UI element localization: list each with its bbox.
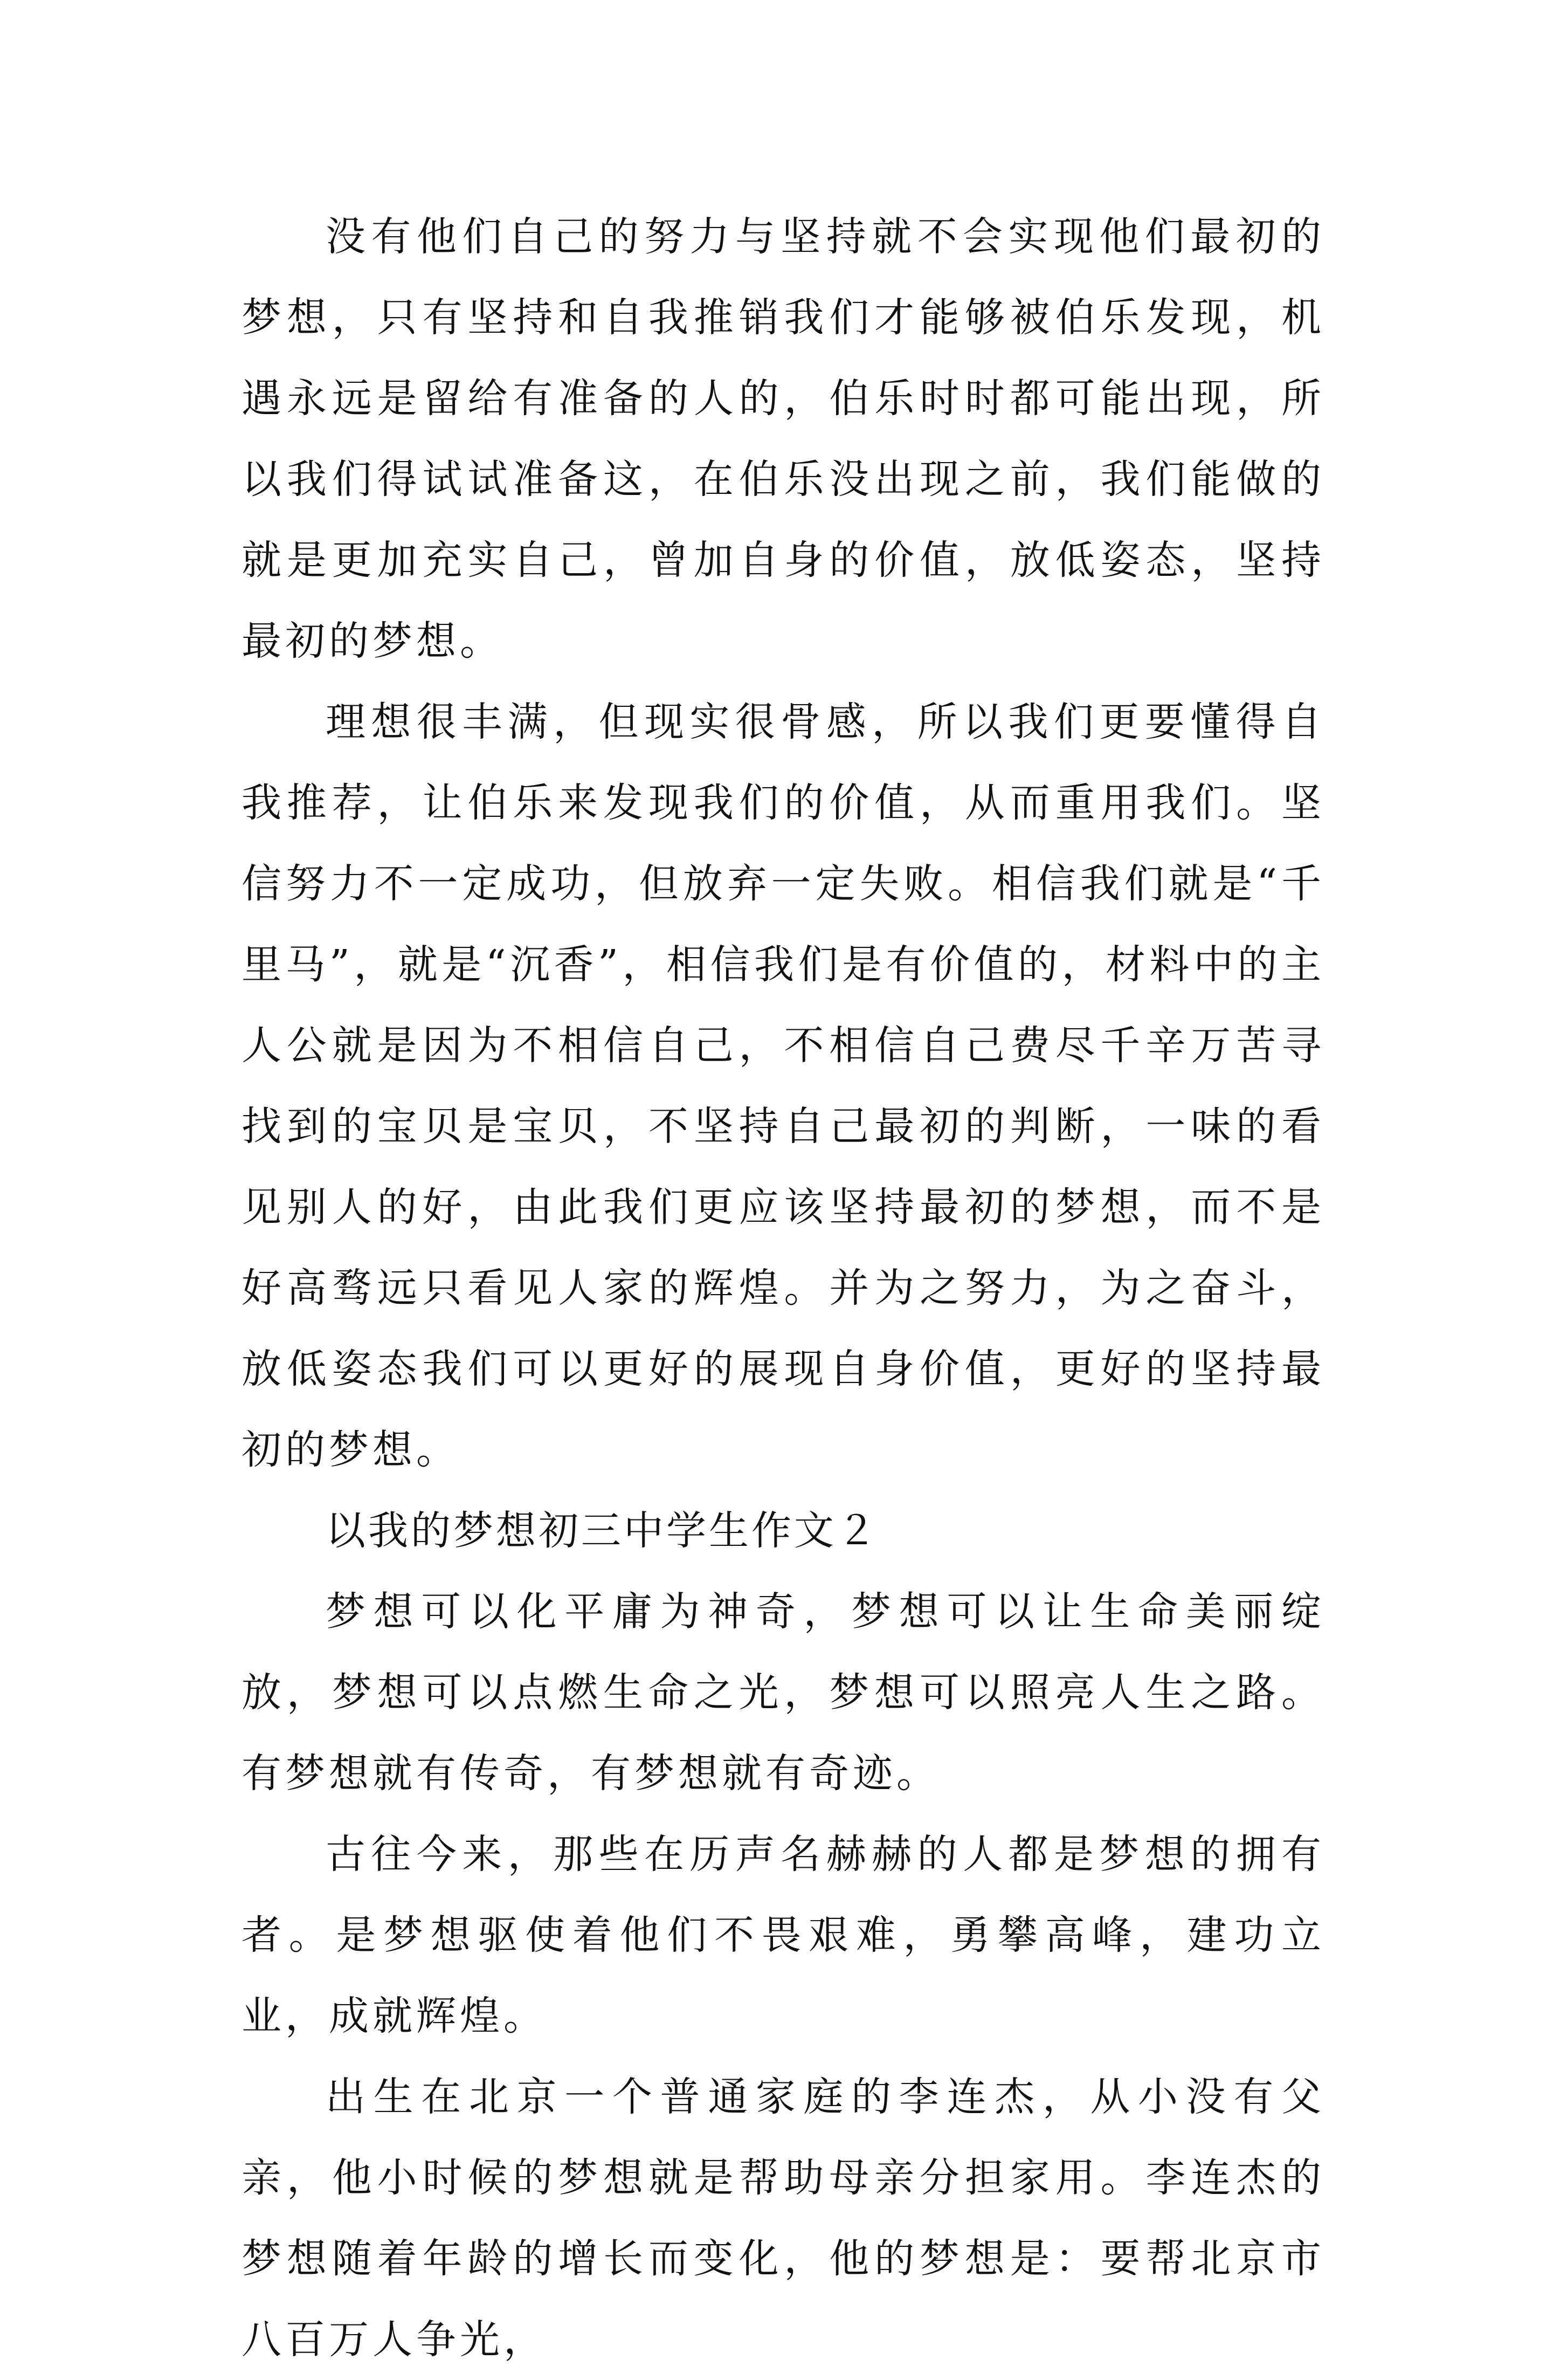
paragraph-3: 梦想可以化平庸为神奇，梦想可以让生命美丽绽放，梦想可以点燃生命之光，梦想可以照亮人生之路。有梦想就有传奇，有梦想就有奇迹。 — [241, 1588, 1325, 1797]
essay-title: 以我的梦想初三中学生作文２ — [326, 1508, 879, 1554]
paragraph-5: 出生在北京一个普通家庭的李连杰，从小没有父亲，他小时候的梦想就是帮助母亲分担家用。李连杰的梦想随着年龄的增长而变化，他的梦想是：要帮北京市八百万人争光， — [241, 2074, 1325, 2363]
paragraph-1: 没有他们自己的努力与坚持就不会实现他们最初的梦想，只有坚持和自我推销我们才能够被伯乐发现，机遇永远是留给有准备的人的，伯乐时时都可能出现，所以我们得试试准备这，在伯乐没出现之前，我们能做的就是更加充实自己，曾加自身的价值，放低姿态，坚持最初的梦想。 — [241, 214, 1325, 664]
paragraph-2: 理想很丰满，但现实很骨感，所以我们更要懂得自我推荐，让伯乐来发现我们的价值，从而重用我们。坚信努力不一定成功，但放弃一定失败。相信我们就是“千里马”，就是“沉香”，相信我们是有价值的，材料中的主人公就是因为不相信自己，不相信自己费尽千辛万苦寻找到的宝贝是宝贝，不坚持自己最初的判断，一味的看见别人的好，由此我们更应该坚持最初的梦想，而不是好高骛远只看见人家的辉煌。并为之努力，为之奋斗，放低姿态我们可以更好的展现自身价值，更好的坚持最初的梦想。 — [241, 699, 1325, 1473]
paragraph-4: 古往今来，那些在历声名赫赫的人都是梦想的拥有者。是梦想驱使着他们不畏艰难，勇攀高峰，建功立业，成就辉煌。 — [241, 1831, 1325, 2039]
document-body — [241, 196, 1325, 2380]
